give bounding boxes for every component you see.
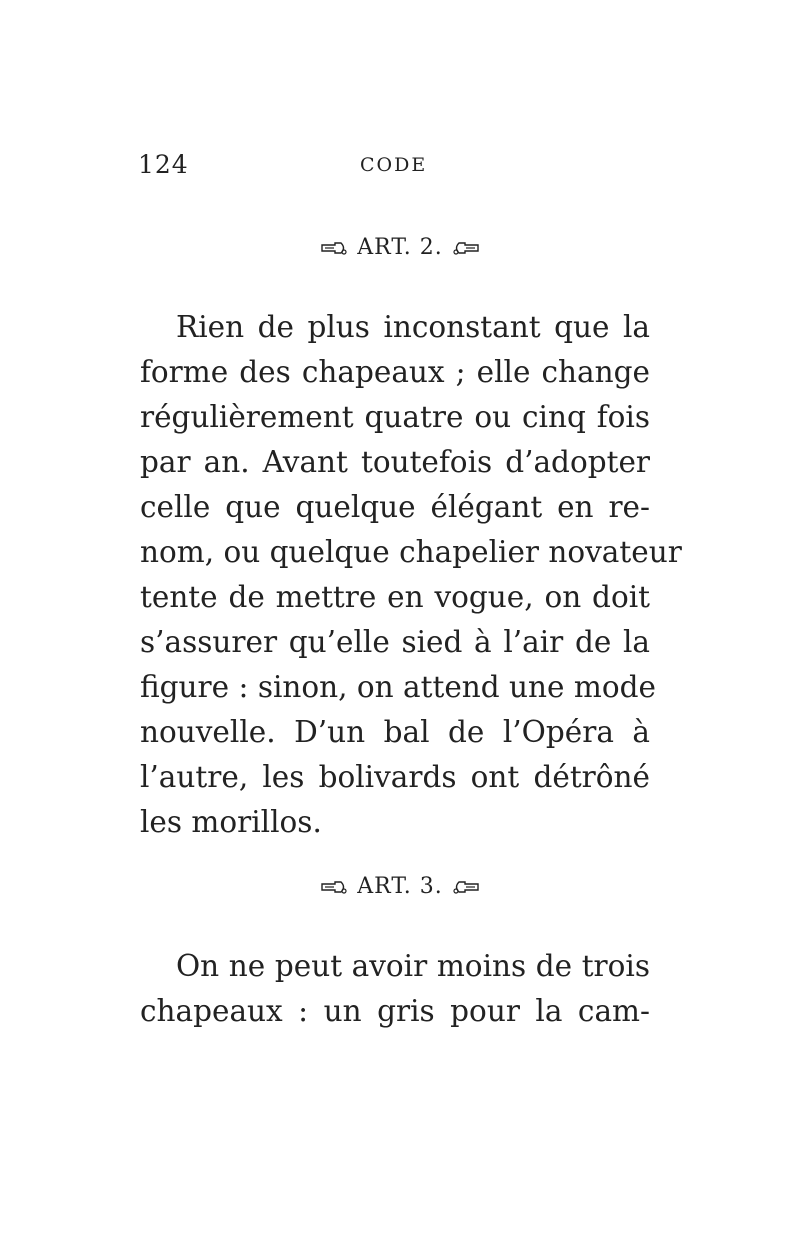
text-line: nom, ou quelque chapelier novateur: [140, 535, 682, 569]
page-number: 124: [138, 150, 189, 179]
text-line: s’assurer qu’elle sied à l’air de la: [140, 625, 650, 659]
text-line: forme des chapeaux ; elle change: [140, 355, 650, 389]
article-heading-label: ART. 2.: [357, 235, 443, 260]
text-line: figure : sinon, on attend une mode: [140, 670, 656, 704]
pointing-hand-left-icon: [453, 241, 479, 255]
text-line: nouvelle. D’un bal de l’Opéra à: [140, 715, 650, 749]
text-line: On ne peut avoir moins de trois: [176, 949, 650, 983]
article-heading: [0, 874, 800, 900]
text-line: régulièrement quatre ou cinq fois: [140, 400, 650, 434]
text-line: l’autre, les bolivards ont détrôné: [140, 760, 650, 794]
article-paragraph: [140, 305, 682, 845]
running-title: CODE: [360, 154, 428, 176]
text-line: par an. Avant toutefois d’adopter: [140, 445, 650, 479]
running-head: [138, 150, 658, 190]
text-line: celle que quelque élégant en re-: [140, 490, 650, 524]
text-line: chapeaux : un gris pour la cam-: [140, 994, 650, 1028]
pointing-hand-right-icon: [321, 880, 347, 894]
text-line: les morillos.: [140, 805, 322, 839]
pointing-hand-right-icon: [321, 241, 347, 255]
article-paragraph: [140, 944, 650, 1034]
text-line: tente de mettre en vogue, on doit: [140, 580, 650, 614]
article-heading-label: ART. 3.: [357, 874, 443, 899]
text-line: Rien de plus inconstant que la: [176, 310, 650, 344]
pointing-hand-left-icon: [453, 880, 479, 894]
article-heading: [0, 235, 800, 261]
